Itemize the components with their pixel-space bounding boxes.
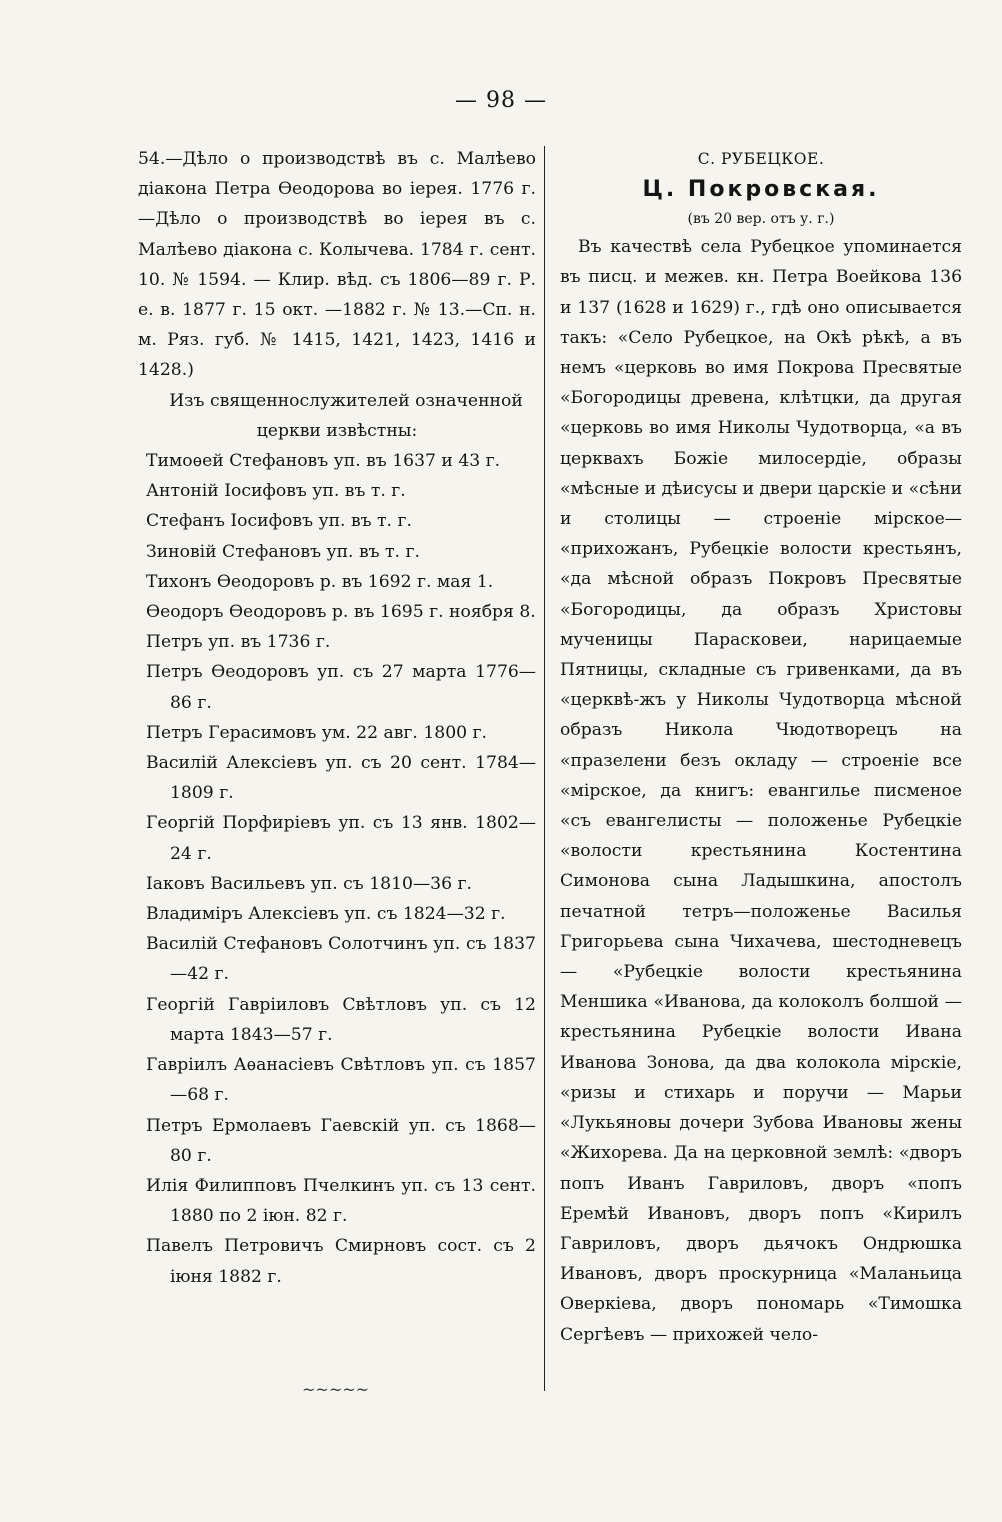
page-number: — 98 —	[455, 88, 547, 113]
clergy-entry: Іаковъ Васильевъ уп. съ 1810—36 г.	[146, 873, 472, 894]
clergy-entry: Павелъ Петровичъ Смирновъ сост. съ 2 іюня 1882 г.	[146, 1236, 536, 1287]
clergy-entry: Петръ уп. въ 1736 г.	[146, 632, 331, 653]
clergy-entry: Тихонъ Ѳеодоровъ р. въ 1692 г. мая 1.	[146, 571, 494, 592]
clergy-entry: Антоній Іосифовъ уп. въ т. г.	[146, 481, 406, 502]
clergy-entry: Владиміръ Алексіевъ уп. съ 1824—32 г.	[146, 904, 506, 925]
clergy-entry: Стефанъ Іосифовъ уп. въ т. г.	[146, 511, 412, 532]
clergy-entry: Гавріилъ Аѳанасіевъ Свѣтловъ уп. съ 1857—68 г.	[146, 1055, 536, 1106]
clergy-entry: Зиновій Стефановъ уп. въ т. г.	[146, 541, 420, 562]
clergy-list	[138, 446, 536, 1292]
village-name: С. РУБЕЦКОЕ.	[697, 150, 825, 168]
body-paragraph: Въ качествѣ села Рубецкое упоминается въ писц. и межев. кн. Петра Воейкова 136 и 137 (1628 и 1629) г., гдѣ оно описывается такъ: «Село Рубецкое, на Окѣ рѣкѣ, а въ немъ «церковь во имя Покрова Пресвятые «Богородицы древена, клѣтцки, да другая «церковь во имя Николы Чудотворца, «а въ церквахъ Божіе милосердіе, образы «мѣсные и дѣисусы и двери царскіе и «сѣни и столицы — строеніе мірское— «прихожанъ, Рубецкіе волости крестьянъ, «да мѣсной образъ Покровъ Пресвятые «Богородицы, да образъ Христовы мученицы Парасковеи, нарицаемые Пятницы, складные съ гривенками, да въ «церквѣ-жъ у Николы Чудотворца мѣсной образъ Никола Чюдотворецъ на «празелени безъ окладу — строеніе все «мірское, да книгъ: евангилье писменое «съ евангелисты — положенье Рубецкіе «волости крестьянина Костентина Симонова сына Ладышкина, апостолъ печатной тетръ—положенье Василья Григорьева сына Чихачева, шестодневецъ— «Рубецкіе волости крестьянина Меншика «Иванова, да колоколъ болшой — крестьянина Рубецкіе волости Ивана Иванова Зонова, да два колокола мірскіе, «ризы и стихарь и поручи — Марьи «Лукьяновы дочери Зубова Ивановы жены «Жихорева. Да на церковной землѣ: «дворъ попъ Иванъ Гавриловъ, дворъ «попъ Еремѣй Ивановъ, дворъ попъ «Кирилъ Гавриловъ, дворъ дьячокъ Ондрюшка Ивановъ, дворъ проскурница «Маланьица Оверкіева, дворъ пономарь «Тимошка Сергѣевъ — прихожей чело-	[560, 237, 962, 1345]
clergy-entry: Ѳеодоръ Ѳеодоровъ р. въ 1695 г. ноября 8.	[146, 602, 536, 623]
reference-paragraph: 54.—Дѣло о производствѣ въ с. Малѣево діакона Петра Ѳеодорова во iерея. 1776 г.—Дѣло о производствѣ во iерея въ с. Малѣево діакона с. Колычева. 1784 г. сент. 10. № 1594. — Клир. вѣд. съ 1806—89 г. Р. е. в. 1877 г. 15 окт. —1882 г. № 13.—Сп. н. м. Ряз. губ. № 1415, 1421, 1423, 1416 и 1428.)	[138, 149, 536, 381]
clergy-entry: Георгій Гавріиловъ Свѣтловъ уп. съ 12 марта 1843—57 г.	[146, 994, 536, 1045]
clergy-entry: Георгій Порфиріевъ уп. съ 13 янв. 1802—24 г.	[146, 813, 536, 864]
distance-note: (въ 20 вер. отъ у. г.)	[687, 211, 835, 228]
clergy-entry: Петръ Ѳеодоровъ уп. съ 27 марта 1776—86 г.	[146, 662, 536, 713]
clergy-entry: Василій Алексіевъ уп. съ 20 сент. 1784—1809 г.	[146, 753, 536, 804]
clergy-heading: Изъ священнослужителей означенной церкви извѣстны:	[169, 390, 523, 441]
clergy-entry: Василій Стефановъ Солотчинъ уп. съ 1837—42 г.	[146, 934, 536, 985]
church-title: Ц. Покровская.	[642, 177, 880, 203]
clergy-entry: Петръ Герасимовъ ум. 22 авг. 1800 г.	[146, 722, 488, 743]
clergy-entry: Тимоѳей Стефановъ уп. въ 1637 и 43 г.	[146, 451, 501, 472]
column-divider	[544, 146, 545, 1391]
left-column	[138, 144, 536, 1292]
clergy-entry: Петръ Ермолаевъ Гаевскій уп. съ 1868—80 г.	[146, 1115, 536, 1166]
right-column	[560, 144, 962, 1350]
end-ornament: ~~~~~	[302, 1380, 370, 1399]
clergy-entry: Илія Филипповъ Пчелкинъ уп. съ 13 сент. 1880 по 2 іюн. 82 г.	[146, 1175, 536, 1227]
